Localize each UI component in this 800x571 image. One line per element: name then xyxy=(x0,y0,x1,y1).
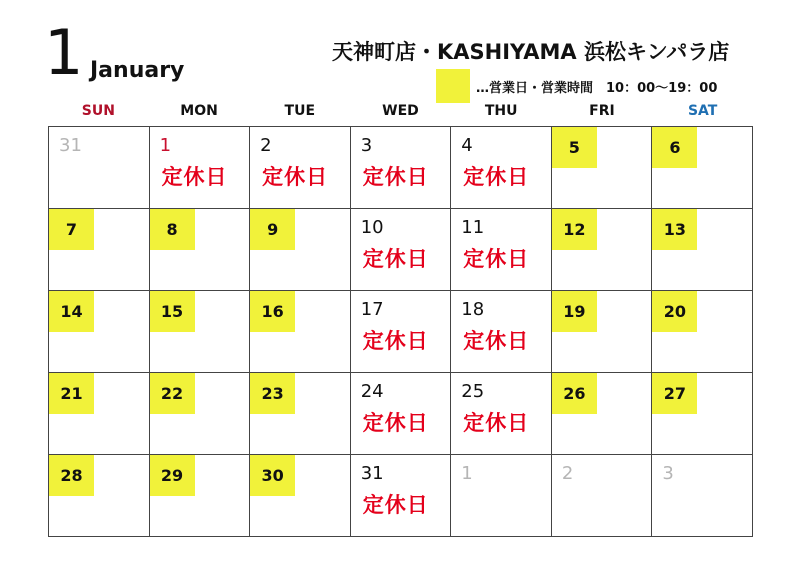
month-number: 1 xyxy=(44,16,84,89)
open-day-marker xyxy=(49,455,94,496)
day-cell xyxy=(652,455,753,537)
legend xyxy=(436,69,717,103)
day-cell xyxy=(552,291,653,373)
day-cell xyxy=(49,127,150,209)
month-name: January xyxy=(90,58,185,83)
closed-label: 定休日 xyxy=(362,329,429,353)
day-number: 8 xyxy=(166,220,178,239)
open-day-marker xyxy=(250,373,295,414)
day-cell xyxy=(351,127,452,209)
day-cell xyxy=(652,373,753,455)
day-cell xyxy=(150,209,251,291)
legend-text: …営業日・営業時間 10：00～19：00 xyxy=(476,80,718,96)
day-number: 28 xyxy=(60,466,83,485)
day-number: 22 xyxy=(160,384,184,403)
day-number: 3 xyxy=(360,135,373,156)
day-cell xyxy=(652,291,753,373)
day-number: 26 xyxy=(563,384,586,403)
day-cell xyxy=(351,455,452,537)
open-day-marker xyxy=(250,455,295,496)
day-cell xyxy=(652,209,753,291)
day-number: 30 xyxy=(261,466,284,485)
day-cell xyxy=(552,373,653,455)
open-day-marker xyxy=(49,373,94,414)
day-cell xyxy=(451,455,552,537)
day-number: 29 xyxy=(160,466,184,485)
open-day-marker xyxy=(652,209,697,250)
day-cell xyxy=(451,291,552,373)
day-number: 6 xyxy=(669,138,681,157)
day-number: 4 xyxy=(461,135,473,156)
day-number: 15 xyxy=(160,302,184,321)
open-day-marker xyxy=(552,127,597,168)
open-day-marker xyxy=(250,209,295,250)
day-cell xyxy=(552,455,653,537)
closed-label: 定休日 xyxy=(262,165,329,189)
day-number: 18 xyxy=(461,299,485,320)
day-cell xyxy=(552,209,653,291)
day-cell xyxy=(652,127,753,209)
closed-label: 定休日 xyxy=(161,165,228,189)
open-day-marker xyxy=(150,209,195,250)
open-day-marker xyxy=(150,455,195,496)
open-day-marker xyxy=(652,291,697,332)
day-number: 9 xyxy=(267,220,279,239)
open-day-marker xyxy=(552,291,597,332)
open-day-marker xyxy=(150,291,195,332)
weekday-fri: FRI xyxy=(589,103,615,119)
day-number: 17 xyxy=(360,299,384,320)
closed-label: 定休日 xyxy=(463,247,530,271)
day-number: 25 xyxy=(461,381,485,402)
day-number: 2 xyxy=(260,135,272,156)
day-cell xyxy=(150,455,251,537)
open-day-marker xyxy=(552,373,597,414)
weekday-thu: THU xyxy=(484,103,518,119)
day-cell xyxy=(150,291,251,373)
day-cell xyxy=(451,127,552,209)
day-number: 31 xyxy=(360,463,384,484)
day-number: 13 xyxy=(663,220,687,239)
day-cell xyxy=(49,291,150,373)
day-cell xyxy=(150,127,251,209)
weekday-wed: WED xyxy=(382,103,419,119)
closed-label: 定休日 xyxy=(463,329,530,353)
store-title: 天神町店・KASHIYAMA 浜松キンパラ店 xyxy=(332,40,730,64)
day-cell xyxy=(451,209,552,291)
day-number: 3 xyxy=(662,463,674,484)
day-cell xyxy=(552,127,653,209)
day-number: 19 xyxy=(563,302,586,321)
day-cell xyxy=(451,373,552,455)
closed-label: 定休日 xyxy=(463,411,530,435)
closed-label: 定休日 xyxy=(362,411,429,435)
day-cell xyxy=(351,291,452,373)
legend-swatch xyxy=(436,69,470,103)
day-cell xyxy=(250,373,351,455)
day-cell xyxy=(351,209,452,291)
day-cell xyxy=(351,373,452,455)
day-number: 10 xyxy=(360,217,384,238)
open-day-marker xyxy=(250,291,295,332)
closed-label: 定休日 xyxy=(362,247,429,271)
open-day-marker xyxy=(552,209,597,250)
open-day-marker xyxy=(49,291,94,332)
day-number: 14 xyxy=(60,302,83,321)
weekday-mon: MON xyxy=(180,103,218,119)
weekday-sat: SAT xyxy=(687,103,718,119)
day-cell xyxy=(49,373,150,455)
closed-label: 定休日 xyxy=(362,165,429,189)
calendar-grid xyxy=(48,126,753,537)
weekday-header xyxy=(48,100,753,122)
day-number: 7 xyxy=(65,220,78,239)
weekday-tue: TUE xyxy=(284,103,316,119)
open-day-marker xyxy=(49,209,94,250)
day-number: 11 xyxy=(461,217,485,238)
closed-label: 定休日 xyxy=(362,493,429,517)
open-day-marker xyxy=(150,373,195,414)
day-number: 23 xyxy=(261,384,284,403)
closed-label: 定休日 xyxy=(463,165,530,189)
day-number: 24 xyxy=(360,381,384,402)
day-cell xyxy=(250,291,351,373)
day-cell xyxy=(250,455,351,537)
day-number: 27 xyxy=(663,384,687,403)
day-number: 31 xyxy=(59,135,82,156)
day-number: 5 xyxy=(568,138,580,157)
day-number: 16 xyxy=(261,302,284,321)
day-number: 20 xyxy=(663,302,687,321)
day-cell xyxy=(150,373,251,455)
day-cell xyxy=(49,209,150,291)
open-day-marker xyxy=(652,373,697,414)
day-number: 12 xyxy=(563,220,586,239)
open-day-marker xyxy=(652,127,697,168)
day-cell xyxy=(250,209,351,291)
day-number: 1 xyxy=(461,463,473,484)
day-number: 2 xyxy=(561,463,574,484)
day-number: 1 xyxy=(159,135,172,156)
day-number: 21 xyxy=(60,384,83,403)
day-cell xyxy=(250,127,351,209)
weekday-sun: SUN xyxy=(81,103,115,119)
day-cell xyxy=(49,455,150,537)
